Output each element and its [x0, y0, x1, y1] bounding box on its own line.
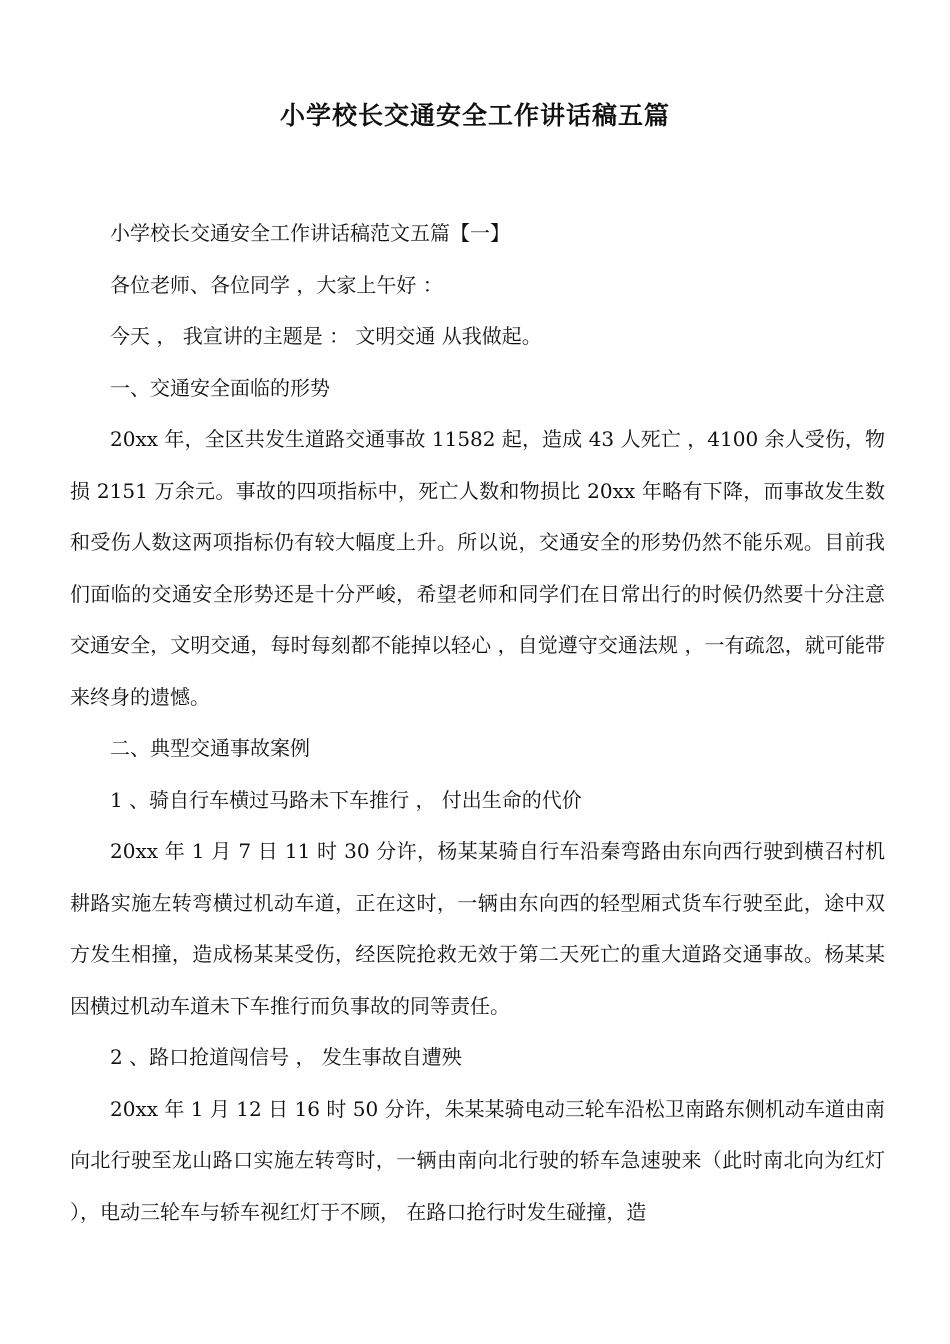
case-heading-2: 2 、路口抢道闯信号 ， 发生事故自遭殃: [110, 1045, 462, 1069]
paragraph-statistics: 20xx 年，全区共发生道路交通事故 11582 起，造成 43 人死亡 ，4100 余人受伤，物损 2151 万余元。事故的四项指标中，死亡人数和物损比 20xx 年略有下降，而事故发生数和受伤人数这两项指标仍有较大幅度上升。所以说，交通安全的形势仍然不能乐观。目前我们面临的交通安全形势还是十分严峻，希望老师和同学们在日常出行的时候仍然要十分注意交通安全，文明交通，每时每刻都不能掉以轻心 ，自觉遵守交通法规 ，一有疏忽，就可能带来终身的遗憾。: [70, 427, 885, 709]
section-heading-2: 二、典型交通事故案例: [110, 736, 310, 760]
paragraph-case-1: 20xx 年 1 月 7 日 11 时 30 分许，杨某某骑自行车沿秦弯路由东向西行驶到横召村机耕路实施左转弯横过机动车道，正在这时，一辆由东向西的轻型厢式货车行驶至此，途中双方发生相撞，造成杨某某受伤，经医院抢救无效于第二天死亡的重大道路交通事故。杨某某因横过机动车道未下车推行而负事故的同等责任。: [70, 839, 885, 1018]
document-body: [70, 208, 885, 1238]
paragraph-greeting: 各位老师、各位同学 ，大家上午好 ：: [110, 272, 443, 297]
case-heading-1: 1 、骑自行车横过马路未下车推行 ， 付出生命的代价: [110, 787, 582, 812]
paragraph-case-2: 20xx 年 1 月 12 日 16 时 50 分许，朱某某骑电动三轮车沿松卫南路东侧机动车道由南向北行驶至龙山路口实施左转弯时，一辆由南向北行驶的轿车急速驶来（此时南北向为红灯 ），电动三轮车与轿车视红灯于不顾， 在路口抢行时发生碰撞，造: [70, 1096, 885, 1224]
paragraph-subtitle: 小学校长交通安全工作讲话稿范文五篇【一】: [110, 221, 510, 245]
document-title: 小学校长交通安全工作讲话稿五篇: [279, 101, 670, 130]
paragraph-topic: 今天 ， 我宣讲的主题是 ： 文明交通 从我做起。: [110, 324, 542, 348]
section-heading-1: 一、交通安全面临的形势: [110, 375, 330, 400]
